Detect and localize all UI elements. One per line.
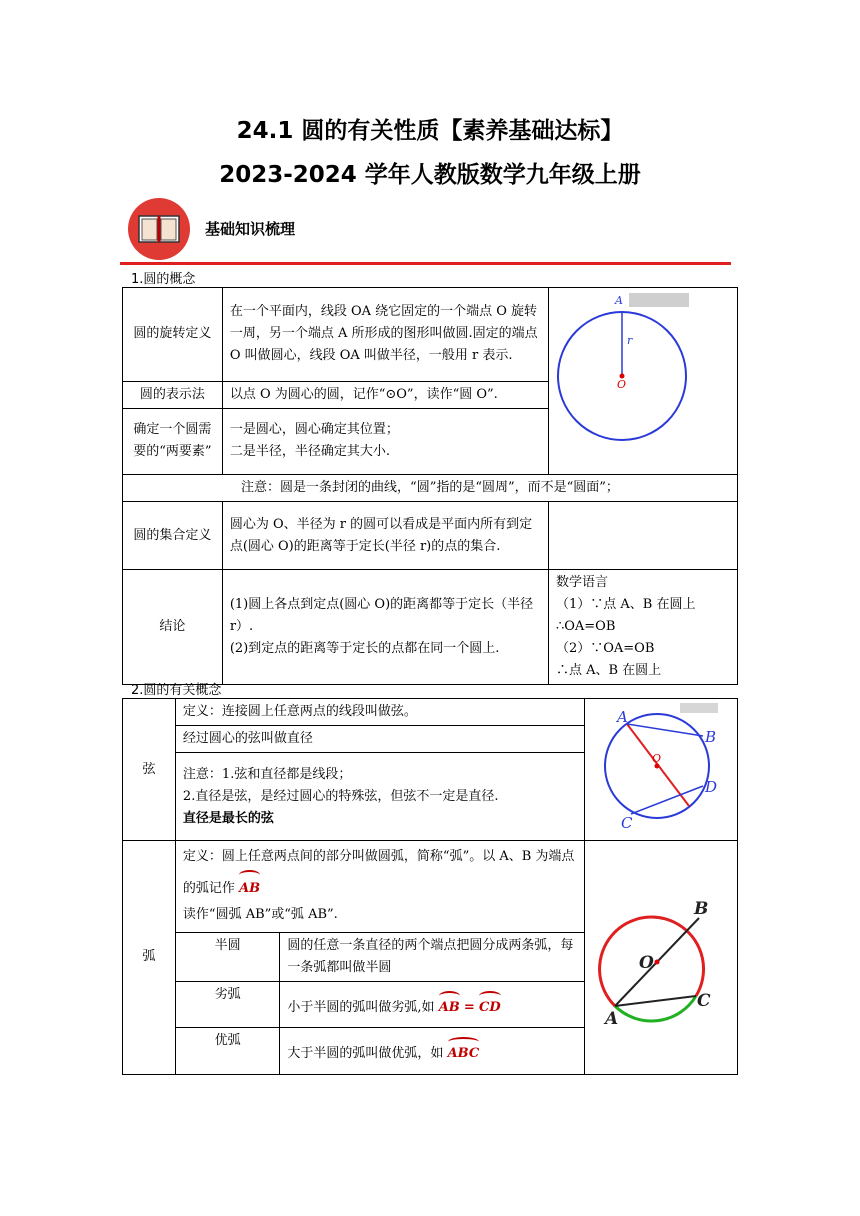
circle-figure-cell bbox=[548, 288, 737, 475]
circle-concept-table bbox=[122, 287, 738, 685]
circle-radius-figure bbox=[549, 288, 737, 466]
chord-notes bbox=[175, 753, 584, 841]
notation-label: 圆的表示法 bbox=[123, 381, 223, 408]
section1-caption: 1.圆的概念 bbox=[131, 272, 196, 287]
arc-figure-cell bbox=[584, 841, 737, 1075]
chord-def: 定义：连接圆上任意两点的线段叫做弦。 bbox=[175, 699, 584, 726]
set-def-empty bbox=[548, 502, 737, 570]
set-def-label: 圆的集合定义 bbox=[123, 502, 223, 570]
minor-arc-text: 小于半圆的弧叫做劣弧,如 bbox=[287, 999, 435, 1015]
rotation-def-text: 在一个平面内，线段 OA 绕它固定的一个端点 O 旋转一周，另一个端点 A 所形成的图形叫做圆.固定的端点 O 叫做圆心，线段 OA 叫做半径，一般用 r 表示. bbox=[222, 288, 548, 382]
arc-figure bbox=[585, 858, 737, 1048]
circle-related-table bbox=[122, 698, 738, 1075]
fig-label-o: O bbox=[638, 953, 654, 974]
arc-content bbox=[175, 841, 584, 1075]
fig-label-d: D bbox=[704, 777, 718, 796]
arc-symbol: AB bbox=[239, 870, 260, 902]
two-elements-line1: 一是圆心，圆心确定其位置； bbox=[229, 422, 399, 438]
math-line: ∴点 A、B 在圆上 bbox=[555, 663, 662, 678]
diameter-def: 经过圆心的弦叫做直径 bbox=[175, 726, 584, 753]
minor-arc-equals: = bbox=[463, 999, 475, 1015]
fig-label-a: A bbox=[614, 294, 623, 307]
minor-arc-symbol-cd: CD bbox=[479, 991, 501, 1019]
section2-caption: 2.圆的有关概念 bbox=[131, 683, 222, 698]
chord-note3: 直径是最长的弦 bbox=[182, 810, 274, 826]
set-def-text: 圆心为 O、半径为 r 的圆可以看成是平面内所有到定点(圆心 O)的距离等于定长(半径 r)的点的集合. bbox=[222, 502, 548, 570]
semicircle-label: 半圆 bbox=[176, 933, 280, 982]
notation-text: 以点 O 为圆心的圆，记作“⊙O”，读作“圆 O”. bbox=[222, 381, 548, 408]
math-line: 数学语言 bbox=[555, 575, 608, 590]
conclusion-label: 结论 bbox=[123, 570, 223, 685]
fig-label-o: O bbox=[616, 378, 626, 391]
arc-definition bbox=[176, 841, 584, 932]
math-line: （2）∵OA=OB bbox=[555, 641, 655, 656]
fig-label-a: A bbox=[616, 707, 628, 726]
conclusion-line2: (2)到定点的距离等于定长的点都在同一个圆上. bbox=[229, 641, 500, 656]
math-line: （1）∵点 A、B 在圆上 bbox=[555, 597, 696, 612]
major-arc-text: 大于半圆的弧叫做优弧，如 bbox=[287, 1045, 444, 1061]
fig-label-c: C bbox=[696, 991, 711, 1012]
math-line: ∴OA=OB bbox=[555, 619, 616, 634]
arc-def-text: 定义：圆上任意两点间的部分叫做圆弧，简称“弧”。以 A、B 为端点的弧记作 bbox=[182, 849, 575, 896]
note-row: 注意：圆是一条封闭的曲线，“圆”指的是“圆周”，而不是“圆面”； bbox=[123, 475, 738, 502]
conclusion-text bbox=[222, 570, 548, 685]
major-arc-label: 优弧 bbox=[176, 1028, 280, 1074]
math-language bbox=[548, 570, 737, 685]
chord-note2: 2.直径是弦，是经过圆心的特殊弦，但弦不一定是直径. bbox=[182, 788, 499, 804]
conclusion-line1: (1)圆上各点到定点(圆心 O)的距离都等于定长（半径 r）. bbox=[229, 597, 534, 634]
fig-label-b: B bbox=[704, 727, 717, 746]
fig-label-o: O bbox=[651, 751, 662, 765]
chord-figure bbox=[585, 700, 737, 832]
two-elements-text bbox=[222, 408, 548, 474]
semicircle-text: 圆的任意一条直径的两个端点把圆分成两条弧，每一条弧都叫做半圆 bbox=[280, 933, 584, 982]
section-title: 基础知识梳理 bbox=[205, 220, 296, 238]
fig-label-b: B bbox=[693, 899, 709, 920]
fig-label-r: r bbox=[626, 334, 633, 347]
arc-label: 弧 bbox=[123, 841, 176, 1075]
minor-arc-label: 劣弧 bbox=[176, 982, 280, 1028]
page-title: 24.1 圆的有关性质【素养基础达标】 bbox=[236, 118, 624, 144]
chord-note1: 注意：1.弦和直径都是线段； bbox=[182, 766, 352, 782]
fig-label-c: C bbox=[620, 813, 633, 832]
book-icon bbox=[128, 198, 190, 260]
chord-figure-cell bbox=[584, 699, 737, 841]
chord-label: 弦 bbox=[123, 699, 176, 841]
two-elements-line2: 二是半径，半径确定其大小. bbox=[229, 444, 390, 460]
fig-label-a: A bbox=[604, 1009, 619, 1030]
arc-types-table bbox=[176, 932, 584, 1074]
section-divider bbox=[120, 262, 731, 265]
major-arc-cell bbox=[280, 1028, 584, 1074]
arc-read: 读作“圆弧 AB”或“弧 AB”. bbox=[182, 907, 338, 922]
minor-arc-cell bbox=[280, 982, 584, 1028]
page-subtitle: 2023-2024 学年人教版数学九年级上册 bbox=[219, 162, 641, 188]
minor-arc-symbol-ab: AB bbox=[439, 991, 460, 1019]
rotation-def-label: 圆的旋转定义 bbox=[123, 288, 223, 382]
major-arc-symbol: ABC bbox=[448, 1037, 480, 1065]
two-elements-label: 确定一个圆需要的“两要素” bbox=[123, 408, 223, 474]
